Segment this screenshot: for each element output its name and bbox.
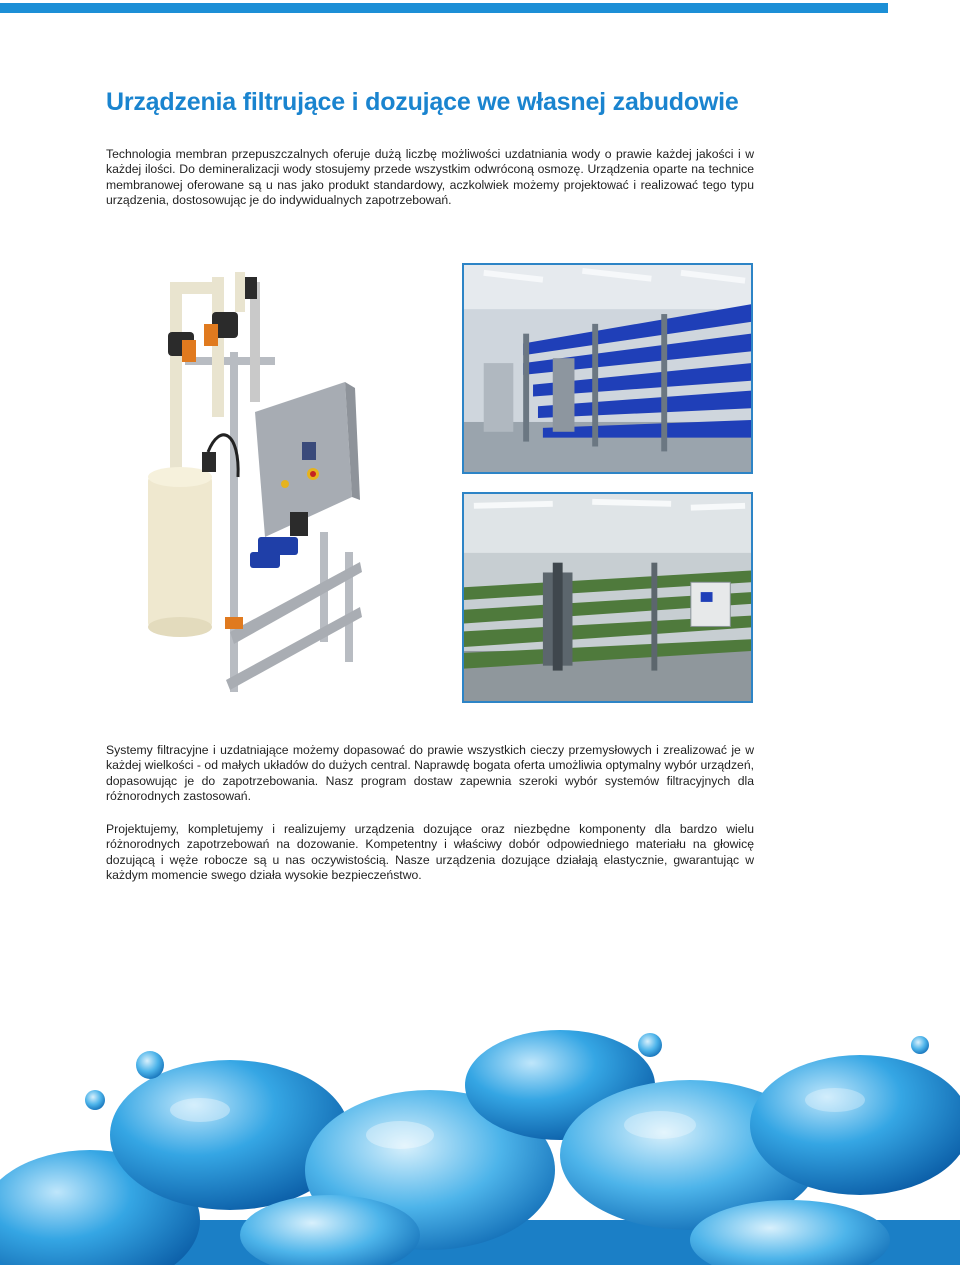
ro-installation-green-photo xyxy=(462,492,753,703)
page-title: Urządzenia filtrujące i dozujące we własnej zabudowie xyxy=(106,88,739,116)
water-bubbles-decoration xyxy=(0,1005,960,1265)
dosing-unit-illustration xyxy=(130,262,370,702)
filtration-paragraph: Systemy filtracyjne i uzdatniające możemy dopasować do prawie wszystkich cieczy przemysłowych i zrealizować je w każdej wielkości - od małych układów do dużych central. Naprawdę bogata oferta umożliwia optymalny wybór urządzeń, dopasowując je do zapotrzebowania. Nasz program dostaw zapewnia szeroki wybór systemów filtracyjnych dla różnorodnych zastosowań. xyxy=(106,743,754,804)
intro-paragraph: Technologia membran przepuszczalnych oferuje dużą liczbę możliwości uzdatniania wody o prawie każdej jakości i w każdej ilości. Do demineralizacji wody stosujemy przede wszystkim odwróconą osmozę. Urządzenia oparte na technice membranowej oferowane są u nas jako produkt standardowy, aczkolwiek możemy projektować i realizować tego typu urządzenia, dostosowując je do indywidualnych zapotrzebowań. xyxy=(106,147,754,208)
top-accent-bar xyxy=(0,3,888,13)
ro-installation-blue-photo xyxy=(462,263,753,474)
dosing-paragraph: Projektujemy, kompletujemy i realizujemy urządzenia dozujące oraz niezbędne komponenty dla bardzo wielu różnorodnych zapotrzebowań na dozowanie. Kompetentny i właściwy dobór odpowiedniego materiału na głowicę dozującą i węże robocze są u nas oczywistością. Nasze urządzenia dozujące działają elastycznie, gwarantując w każdym momencie swego działa wysokie bezpieczeństwo. xyxy=(106,822,754,883)
